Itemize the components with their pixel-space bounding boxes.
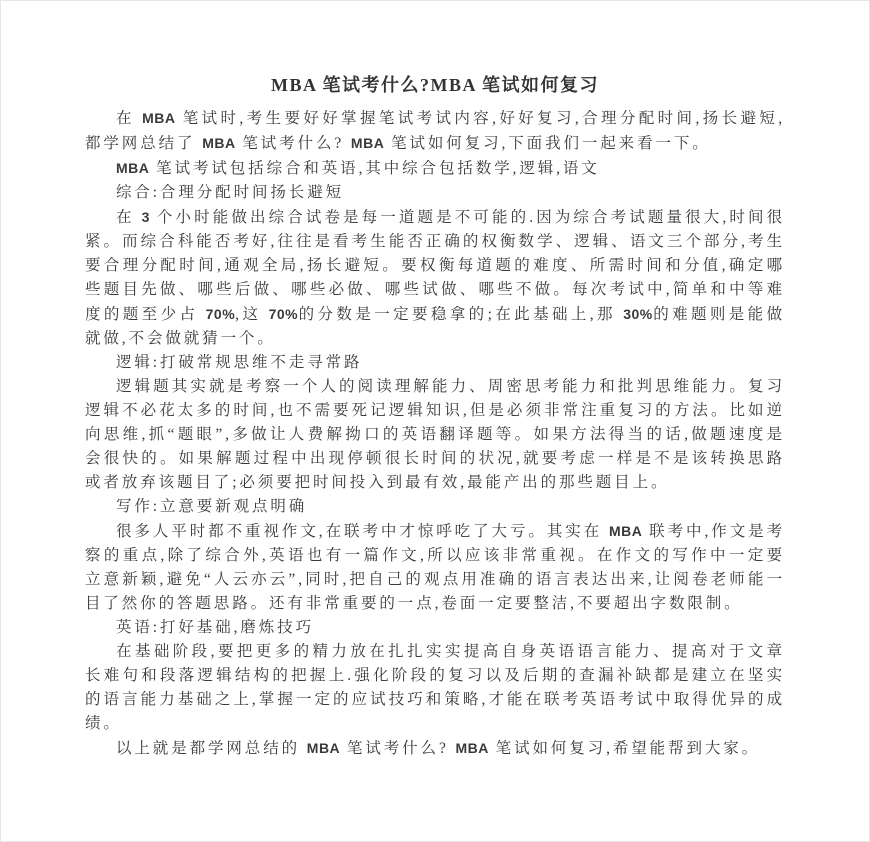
document-body [85,106,785,761]
latin-bold-segment: MBA [116,160,150,176]
page-title: MBA 笔试考什么?MBA 笔试如何复习 [270,75,599,95]
latin-bold-segment: 3 [141,209,150,225]
document-content [1,1,869,761]
paragraph: 逻辑题其实就是考察一个人的阅读理解能力、周密思考能力和批判思维能力。复习逻辑不必花太多的时间,也不需要死记逻辑知识,但是必须非常注重复习的方法。比如逆向思维,抓“题眼”,多做让人费解拗口的英语翻译题等。如果方法得当的话,做题速度是会很快的。如果解题过程中出现停顿很长时间的状况,就要考虑一样是不是该转换思路或者放弃该题目了;必须要把时间投入到最有效,最能产出的那些题目上。 [85,378,785,491]
paragraph: 在 3 个小时能做出综合试卷是每一道题是不可能的.因为综合考试题量很大,时间很紧。而综合科能否考好,往往是看考生能否正确的权衡数学、逻辑、语文三个部分,考生要合理分配时间,通观全局,扬长避短。要权衡每道题的难度、所需时间和分值,确定哪些题目先做、哪些后做、哪些必做、哪些试做、哪些不做。每次考试中,简单和中等难度的题至少占 70%,这 70%的分数是一定要稳拿的;在此基础上,那 30%的难题则是能做就做,不会做就猜一个。 [85,209,785,347]
paragraph: 写作:立意要新观点明确 [116,498,308,515]
latin-bold-segment: MBA [350,135,385,151]
paragraph: 在 MBA 笔试时,考生要好好掌握笔试考试内容,好好复习,合理分配时间,扬长避短,都学网总结了 MBA 笔试考什么? MBA 笔试如何复习,下面我们一起来看一下。 [85,110,785,152]
paragraph: 综合:合理分配时间扬长避短 [116,184,345,201]
paragraph: 在基础阶段,要把更多的精力放在扎扎实实提高自身英语语言能力、提高对于文章长难句和段落逻辑结构的把握上.强化阶段的复习以及后期的查漏补缺都是建立在坚实的语言能力基础之上,掌握一定的应试技巧和策略,才能在联考英语考试中取得优异的成绩。 [85,643,785,732]
latin-bold-segment: MBA [202,135,236,151]
paragraph: MBA 笔试考试包括综合和英语,其中综合包括数学,逻辑,语文 [116,160,600,177]
latin-bold-segment: MBA [455,740,489,756]
latin-bold-segment: MBA [608,523,643,539]
latin-bold-segment: 70% [268,306,299,322]
latin-bold-segment: 30% [623,306,653,322]
paragraph: 很多人平时都不重视作文,在联考中才惊呼吃了大亏。其实在 MBA 联考中,作文是考察的重点,除了综合外,英语也有一篇作文,所以应该非常重视。在作文的写作中一定要立意新颖,避免“人云亦云”,同时,把自己的观点用准确的语言表达出来,让阅卷老师能一目了然你的答题思路。还有非常重要的一点,卷面一定要整洁,不要超出字数限制。 [85,523,785,612]
paragraph: 英语:打好基础,磨炼技巧 [116,619,314,636]
paragraph: 逻辑:打破常规思维不走寻常路 [116,354,363,371]
paragraph: 以上就是都学网总结的 MBA 笔试考什么? MBA 笔试如何复习,希望能帮到大家。 [116,740,761,757]
latin-bold-segment: MBA [306,740,341,756]
latin-bold-segment: MBA [142,110,176,126]
latin-bold-segment: 70% [205,306,236,322]
